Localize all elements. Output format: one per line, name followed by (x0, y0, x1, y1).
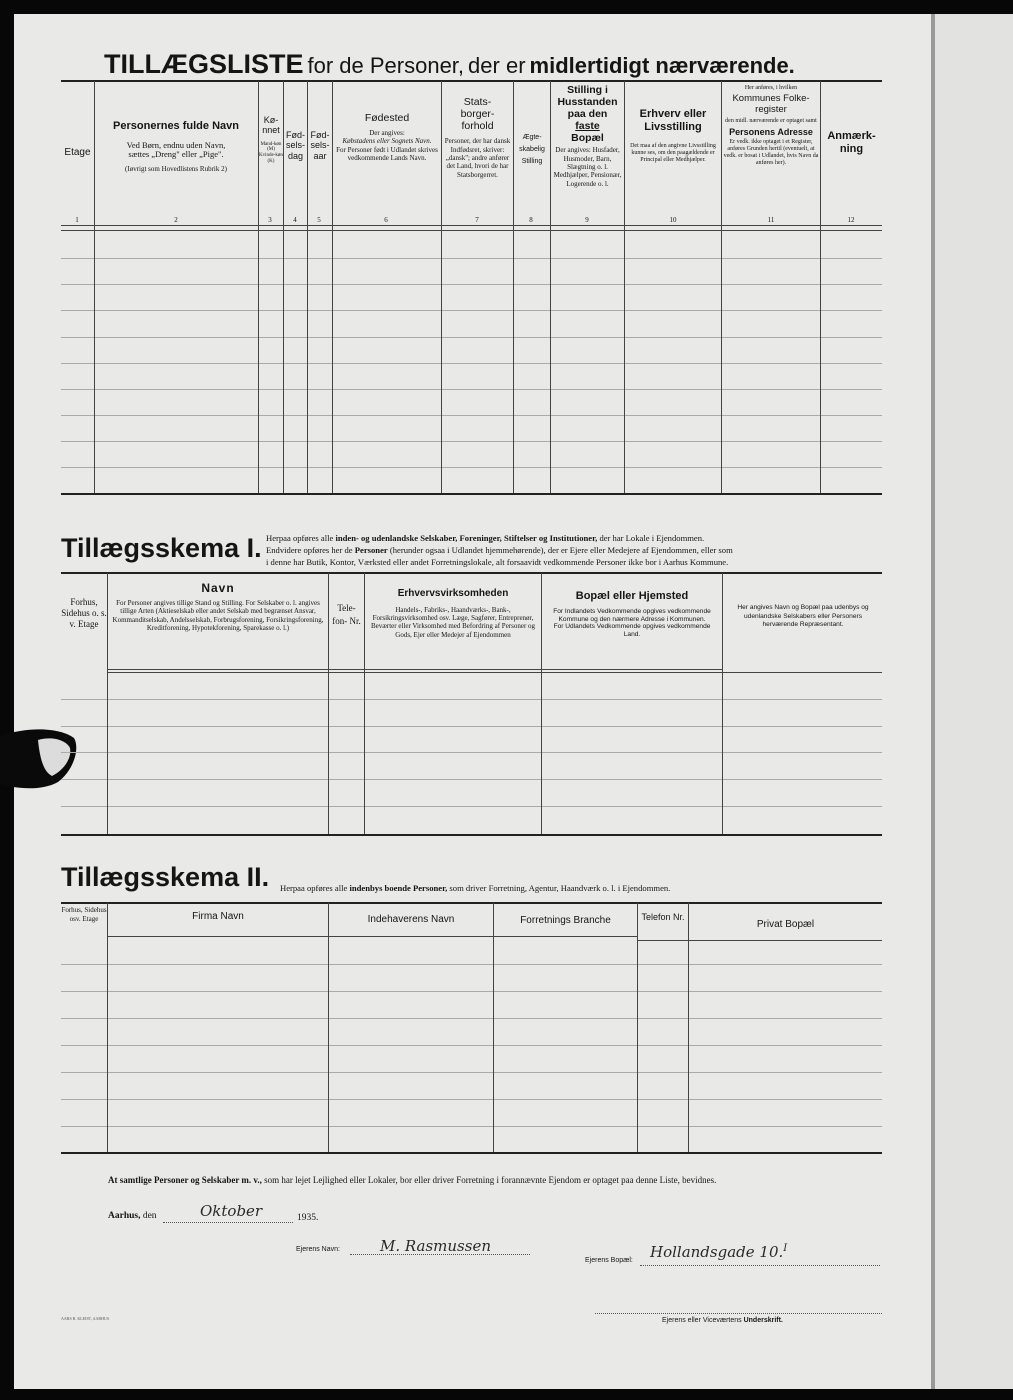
col-citizenship-t1: Stats- (463, 96, 492, 108)
skema1-intro2-b: Personer (354, 545, 388, 555)
col-num-7: 7 (475, 216, 479, 224)
col-household-t3: paa den (567, 108, 608, 121)
col-citizenship-t2: borger- (460, 108, 495, 121)
skema1-col-representative: Her angives Navn og Bopæl paa udenbys og udenlandske Selskabers eller Personers herværende Repræsentant. (737, 604, 869, 629)
col-etage-header: Etage (64, 147, 91, 158)
col-num-8: 8 (529, 216, 533, 224)
col-household-t5: Bopæl (571, 132, 604, 145)
col-citizenship-header (443, 96, 512, 179)
col-birthplace-l3: For Personer født i Udlandet skrives vedkommende Lands Navn. (336, 145, 438, 163)
skema1-intro2-c: (herunder ogsaa i Udlandet hjemmehørende), der er Ejere eller Medejere af Ejendommen, eller som (389, 545, 733, 555)
date-line (108, 1211, 157, 1221)
page-title (104, 49, 795, 80)
col-num-6: 6 (384, 216, 388, 224)
col-remark-t1: Anmærk- (827, 130, 876, 142)
col-marital-header (514, 132, 550, 168)
col-gender-t1: Kø- (263, 115, 279, 125)
date-den: den (142, 1211, 157, 1221)
title-part3: midlertidigt nærværende. (529, 53, 795, 78)
col-register-l2: Er vedk. ikke optaget i et Register, anføres Grunden hertil (eventuelt, at vedk. er bosat i Udlandet, hvis Navn da anføres her). (723, 138, 819, 166)
col-num-1: 1 (75, 216, 79, 224)
binder-clip-icon (0, 718, 80, 798)
skema1-intro-c: der har Lokale i Ejendommen. (599, 533, 705, 543)
col-register-t1: Kommunes Folke- (732, 92, 810, 104)
skema1-col-name (110, 582, 326, 632)
title-part1: for de Personer, (307, 53, 465, 78)
skema2-title: Tillægsskema II. (61, 862, 270, 892)
skema1-intro2-a: Endvidere opføres her de (266, 545, 353, 555)
skema1-col-residence-text1: For Indlandets Vedkommende opgives vedkommende Kommune og den nærmere Adresse i Kommunen. (553, 607, 711, 623)
col-name-note1: Ved Børn, endnu uden Navn, (126, 139, 226, 150)
col-num-10: 10 (669, 216, 677, 224)
col-birthyear-t3: aar (313, 150, 327, 161)
skema1-col-name-text: For Personer angives tillige Stand og Stilling. For Selskaber o. l. angives tillige Arten (Aktieselskab eller andet Selskab med begrænset Ansvar, Kommanditselskab, Andelsselskab, Forbrugsforening, Forsikringsforening, Kreditforening, Hypotekforening, Sparekasse o. l.) (112, 598, 324, 632)
col-gender-header (259, 115, 283, 165)
col-birthday-header (284, 130, 307, 161)
skema2-intro (280, 882, 670, 894)
col-name-header (96, 120, 256, 173)
skema1-col-etage: Forhus, Sidehus o. s. v. Etage (61, 597, 107, 629)
col-num-9: 9 (585, 216, 589, 224)
skema1-col-business-title: Erhvervsvirksomheden (397, 588, 509, 599)
skema1-col-residence-title: Bopæl eller Hjemsted (575, 590, 689, 602)
skema2-intro-b: indenbys boende Personer, (349, 883, 448, 893)
col-birthplace-l2: Købstadens eller Sognets Navn. (342, 137, 432, 146)
col-num-3: 3 (268, 216, 272, 224)
skema1-col-business-text: Handels-, Fabriks-, Haandværks-, Bank-, Forsikringsvirksomhed osv. Læge, Sagfører, Entreprenør, Beværter eller Virksomhed med Befordring af Personer og Gods, Ejer eller Medejer af Ejendommen (370, 605, 536, 639)
col-marital-t1: Ægte- (522, 134, 542, 141)
col-register-header (723, 85, 819, 167)
col-birthday-t3: dag (287, 150, 304, 161)
skema2-col-phone: Telefon Nr. (641, 912, 685, 922)
signature-label (662, 1317, 783, 1324)
col-num-2: 2 (174, 216, 178, 224)
col-birthplace-header (336, 112, 438, 163)
skema1-intro3: i denne har Butik, Kontor, Værksted eller andet Forretningslokale, alt forsaavidt vedkommende Personer ikke bor i Aarhus Kommune. (266, 557, 729, 567)
col-household-header (551, 84, 624, 188)
owner-address-label: Ejerens Bopæl: (585, 1257, 633, 1264)
col-name-note2: sættes „Dreng" eller „Pige". (128, 149, 224, 160)
skema2-intro-a: Herpaa opføres alle (280, 883, 348, 893)
skema1-intro-a: Herpaa opføres alle (266, 533, 334, 543)
skema1-col-residence-text2: For Udlandets Vedkommende opgives vedkommende Land. (553, 623, 711, 639)
declaration-text (108, 1175, 716, 1185)
owner-address-handwritten (650, 1243, 787, 1261)
title-part2: der er (468, 53, 526, 78)
title-main: TILLÆGSLISTE (104, 49, 304, 79)
skema2-col-etage: Forhus, Sidehus osv. Etage (61, 906, 107, 923)
col-household-t2: Husstanden (557, 96, 618, 109)
col-num-12: 12 (847, 216, 855, 224)
date-city: Aarhus, (108, 1211, 141, 1221)
skema2-col-owner: Indehaverens Navn (367, 914, 455, 925)
skema1-col-residence (545, 590, 719, 639)
col-register-t2: register (755, 103, 787, 115)
col-birthyear-t1: Fød- (310, 130, 330, 140)
skema2-col-private-address: Privat Bopæl (756, 919, 815, 930)
col-num-4: 4 (293, 216, 297, 224)
col-household-t4: faste (575, 120, 600, 133)
skema1-title: Tillægsskema I. (61, 533, 262, 563)
col-register-l1: den midl. nærværende er optaget samt (725, 117, 817, 124)
signature-label-b: Underskrift. (743, 1317, 783, 1324)
col-birthyear-header (308, 130, 332, 161)
col-occupation-header (626, 108, 720, 164)
owner-address-floor: I (783, 1243, 788, 1254)
col-citizenship-note: Personer, der har dansk Indfødsret, skriver: „dansk"; andre anfører det Land, hvori de har Statsborgerret. (444, 137, 511, 179)
col-birthplace-title: Fødested (364, 112, 410, 124)
skema1-col-business (368, 588, 538, 639)
col-remark-header (821, 130, 882, 155)
col-marital-t2: skabelig (519, 146, 545, 153)
col-occupation-t2: Livsstilling (644, 120, 702, 133)
printer-mark: AARS B. KLEIST, AARHUS (61, 1316, 110, 1321)
col-birthyear-t2: sels- (310, 140, 330, 151)
skema2-intro-c: som driver Forretning, Agentur, Haandværk o. l. i Ejendommen. (449, 883, 671, 893)
skema1-col-phone: Tele- fon- Nr. (332, 603, 361, 626)
owner-address-text: Hollandsgade 10. (650, 1243, 784, 1261)
col-num-11: 11 (767, 216, 775, 224)
skema1-col-name-title: Navn (201, 581, 235, 595)
owner-name-label: Ejerens Navn: (296, 1246, 340, 1253)
owner-name-handwritten: M. Rasmussen (380, 1237, 491, 1255)
col-remark-t2: ning (839, 142, 864, 155)
declaration-a: At samtlige Personer og Selskaber m. v., (108, 1175, 262, 1185)
col-register-t3: Personens Adresse (729, 126, 813, 137)
col-name-title: Personernes fulde Navn (113, 120, 239, 132)
col-gender-t2: nnet (262, 125, 280, 136)
skema1-intro (266, 532, 882, 568)
col-register-l0: Her anføres, i hvilken (744, 85, 798, 91)
date-year: 1935. (297, 1213, 319, 1223)
skema2-col-firm: Firma Navn (192, 911, 244, 922)
col-num-5: 5 (317, 216, 321, 224)
col-occupation-t1: Erhverv eller (639, 108, 707, 120)
col-occupation-note: Det maa af den angivne Livsstilling kunne ses, om den paagældende er Principal eller Medhjælper. (630, 143, 716, 164)
declaration-b: som har lejet Lejlighed eller Lokaler, bor eller driver Forretning i forannævnte Ejendom er optaget paa denne Liste, bevidnes. (264, 1175, 717, 1185)
skema2-col-branch: Forretnings Branche (520, 915, 611, 926)
col-marital-t3: Stilling (521, 158, 543, 165)
col-birthplace-l1: Der angives: (369, 129, 405, 138)
col-gender-sub: Mand-køn (M) Kvinde-køn (K) (259, 141, 283, 164)
col-household-t1: Stilling i (567, 84, 608, 96)
col-birthday-t1: Fød- (286, 130, 305, 140)
col-birthday-t2: sels- (285, 140, 305, 151)
skema1-intro-b: inden- og udenlandske Selskaber, Foreninger, Stiftelser og Institutioner, (335, 533, 598, 543)
adjacent-page (935, 14, 1013, 1389)
col-household-note: Der angives: Husfader, Husmoder, Barn, Slægtning o. l. Medhjælper, Pensionær, Logerende o. l. (553, 146, 622, 188)
col-name-note3: (Iøvrigt som Hovedlistens Rubrik 2) (125, 165, 227, 174)
signature-label-a: Ejerens eller Viceværtens (662, 1317, 742, 1324)
col-citizenship-t3: forhold (461, 120, 494, 133)
date-month-handwritten: Oktober (200, 1202, 263, 1220)
